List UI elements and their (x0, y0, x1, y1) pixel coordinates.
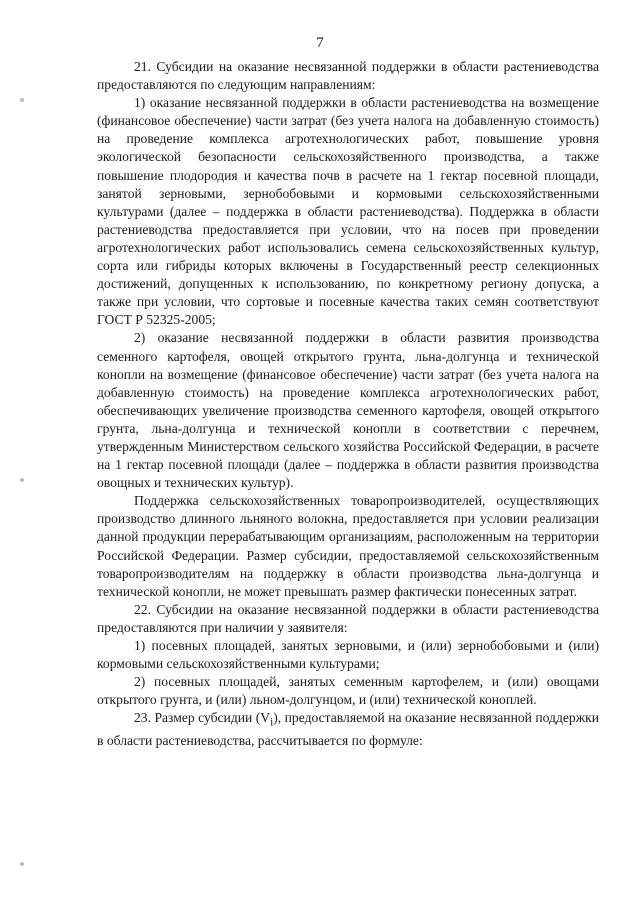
paragraph-23-start: 23. Размер субсидии (V (134, 710, 271, 726)
margin-mark (20, 862, 24, 866)
paragraph-21: 21. Субсидии на оказание несвязанной поддержки в области растениеводства предоставляются по следующим направлениям: (97, 59, 599, 93)
margin-mark (20, 478, 24, 482)
paragraph-23 (97, 709, 599, 750)
margin-mark (20, 98, 24, 102)
paragraph-22-item-1: 1) посевных площадей, занятых зерновыми, и (или) зернобобовыми и (или) кормовыми сельскохозяйственными культурами; (97, 638, 599, 672)
paragraph-22-item-2: 2) посевных площадей, занятых семенным картофелем, и (или) овощами открытого грунта, и (или) льном-долгунцом, и (или) технической коноплей. (97, 674, 599, 708)
document-body (97, 58, 599, 750)
paragraph-23-end: ), предоставляемой на оказание несвязанной поддержки в области растениеводства, рассчитывается по формуле: (97, 710, 599, 749)
subscript-i: i (270, 717, 274, 730)
paragraph-flax-support: Поддержка сельскохозяйственных товаропроизводителей, осуществляющих производство длинного льняного волокна, предоставляется при условии реализации данной продукции перерабатывающим организациям, расположенным на территории Российской Федерации. Размер субсидии, предоставляемой сельскохозяйственным товаропроизводителям на поддержку в области производства льна-долгунца и технической конопли, не может превышать размер фактически понесенных затрат. (97, 493, 599, 599)
page-number: 7 (316, 35, 324, 51)
paragraph-22: 22. Субсидии на оказание несвязанной поддержки в области растениеводства предоставляются при наличии у заявителя: (97, 601, 599, 635)
paragraph-21-item-1: 1) оказание несвязанной поддержки в области растениеводства на возмещение (финансовое обеспечение) части затрат (без учета налога на добавленную стоимость) на проведение комплекса агротехнологических работ, повышение уровня экологической безопасности сельскохозяйственного производства, а также повышение плодородия и качества почв в расчете на 1 гектар посевной площади, занятой зерновыми, зернобобовыми и кормовыми сельскохозяйственными культурами (далее – поддержка в области растениеводства). Поддержка в области растениеводства предоставляется при условии, что на посев при проведении агротехнологических работ использовались семена сельскохозяйственных культур, сорта или гибриды которых включены в Государственный реестр селекционных достижений, допущенных к использованию, по конкретному региону допуска, а также при условии, что сортовые и посевные качества таких семян соответствуют ГОСТ Р 52325-2005; (97, 95, 599, 328)
paragraph-21-item-2: 2) оказание несвязанной поддержки в области развития производства семенного картофеля, овощей открытого грунта, льна-долгунца и технической конопли на возмещение (финансовое обеспечение) части затрат (без учета налога на добавленную стоимость) на проведение комплекса агротехнологических работ, обеспечивающих увеличение производства семенного картофеля, овощей открытого грунта, льна-долгунца и технической конопли в соответствии с перечнем, утвержденным Министерством сельского хозяйства Российской Федерации, в расчете на 1 гектар посевной площади (далее – поддержка в области развития производства овощных и технических культур). (97, 330, 599, 491)
